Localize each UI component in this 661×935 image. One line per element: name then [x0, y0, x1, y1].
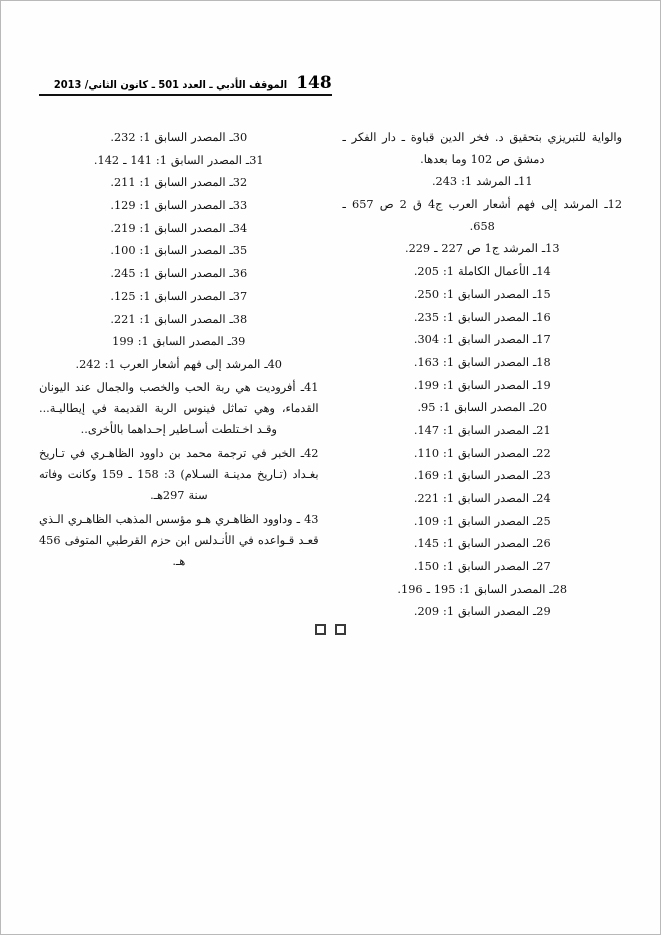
endnote-item: 29ـ المصدر السابق 1: 209.	[413, 605, 551, 619]
endnote-item: 31ـ المصدر السابق 1: 141 ـ 142.	[93, 153, 264, 167]
endnote-item: 24ـ المصدر السابق 1: 221.	[413, 492, 551, 505]
endnote-item: 19ـ المصدر السابق 1: 199.	[413, 378, 551, 392]
endnote-item: 16ـ المصدر السابق 1: 235.	[413, 310, 551, 324]
ornament-square-icon	[335, 624, 346, 635]
endnote-item: 22ـ المصدر السابق 1: 110.	[413, 446, 551, 460]
endnotes-column-right	[343, 127, 623, 624]
ornament-glyph	[347, 619, 348, 620]
endnote-item: 13ـ المرشد ج1 ص 227 ـ 229.	[404, 242, 560, 256]
running-head	[1, 75, 660, 96]
endnote-item: 25ـ المصدر السابق 1: 109.	[413, 514, 551, 528]
endnotes-body	[39, 127, 622, 624]
endnote-item: 39ـ المصدر السابق 1: 199	[112, 335, 246, 349]
running-head-rule	[39, 75, 332, 96]
page-number: 148	[296, 73, 332, 93]
endnote-item: والواية للتبريزي بتحقيق د. فخر الدين قباوة ـ دار الفكر ـ دمشق ص 102 وما بعدها.	[342, 131, 622, 166]
endnote-item: 34ـ المصدر السابق 1: 219.	[110, 221, 248, 235]
endnote-item: 17ـ المصدر السابق 1: 304.	[413, 333, 551, 347]
endnote-item: 38ـ المصدر السابق 1: 221.	[110, 312, 248, 326]
ornament-square-icon	[315, 624, 326, 635]
endnote-item: 27ـ المصدر السابق 1: 150.	[413, 560, 551, 574]
endnote-item: 36ـ المصدر السابق 1: 245.	[110, 267, 248, 281]
endnote-item: 28ـ المصدر السابق 1: 195 ـ 196.	[397, 582, 568, 596]
endnote-item: 41ـ أفروديت هي ربة الحب والخصب والجمال عند اليونان القدماء، وهي تماثل فينوس الربة القديمة في إيطاليـة... وقـد اخـتلطت أسـاطير إحـداهما بالأخرى..	[39, 380, 319, 436]
endnote-item: 40ـ المرشد إلى فهم أشعار العرب 1: 242.	[75, 357, 282, 371]
endnote-item: 21ـ المصدر السابق 1: 147.	[413, 423, 551, 437]
end-of-article-ornament	[1, 619, 660, 638]
endnote-item: 43 ـ وداوود الظاهـري هـو مؤسس المذهب الظاهـري الـذي قعـد قـواعده في الأنـدلس ابن حزم القرطبي المتوفى 456 هـ.	[39, 512, 319, 568]
endnotes-column-left	[39, 127, 319, 624]
endnote-item: 42ـ الخبر في ترجمة محمد بن داوود الظاهـري في تـاريخ بغـداد (تـاريخ مدينـة السـلام) 3: 158 ـ 159 وكانت وفاته سنة 297هـ.	[39, 446, 319, 502]
endnote-item: 11ـ المرشد 1: 243.	[431, 175, 533, 189]
endnote-item: 30ـ المصدر السابق 1: 232.	[110, 131, 248, 144]
endnote-item: 32ـ المصدر السابق 1: 211.	[110, 176, 248, 190]
endnote-item: 26ـ المصدر السابق 1: 145.	[413, 537, 551, 551]
endnote-item: 14ـ الأعمال الكاملة 1: 205.	[413, 265, 551, 279]
endnote-item: 37ـ المصدر السابق 1: 125.	[110, 289, 248, 303]
endnote-item: 15ـ المصدر السابق 1: 250.	[413, 287, 551, 301]
endnote-item: 12ـ المرشد إلى فهم أشعار العرب ج4 ق 2 ص 657 ـ 658.	[342, 198, 623, 233]
endnote-item: 20ـ المصدر السابق 1: 95.	[417, 401, 548, 415]
journal-issue-line: الموقف الأدبي ـ العدد 501 ـ كانون الثاني/ 2013	[53, 79, 288, 91]
endnote-item: 18ـ المصدر السابق 1: 163.	[413, 355, 551, 369]
endnote-item: 23ـ المصدر السابق 1: 169.	[413, 469, 551, 483]
endnote-item: 33ـ المصدر السابق 1: 129.	[110, 199, 248, 213]
endnote-item: 35ـ المصدر السابق 1: 100.	[110, 244, 248, 258]
